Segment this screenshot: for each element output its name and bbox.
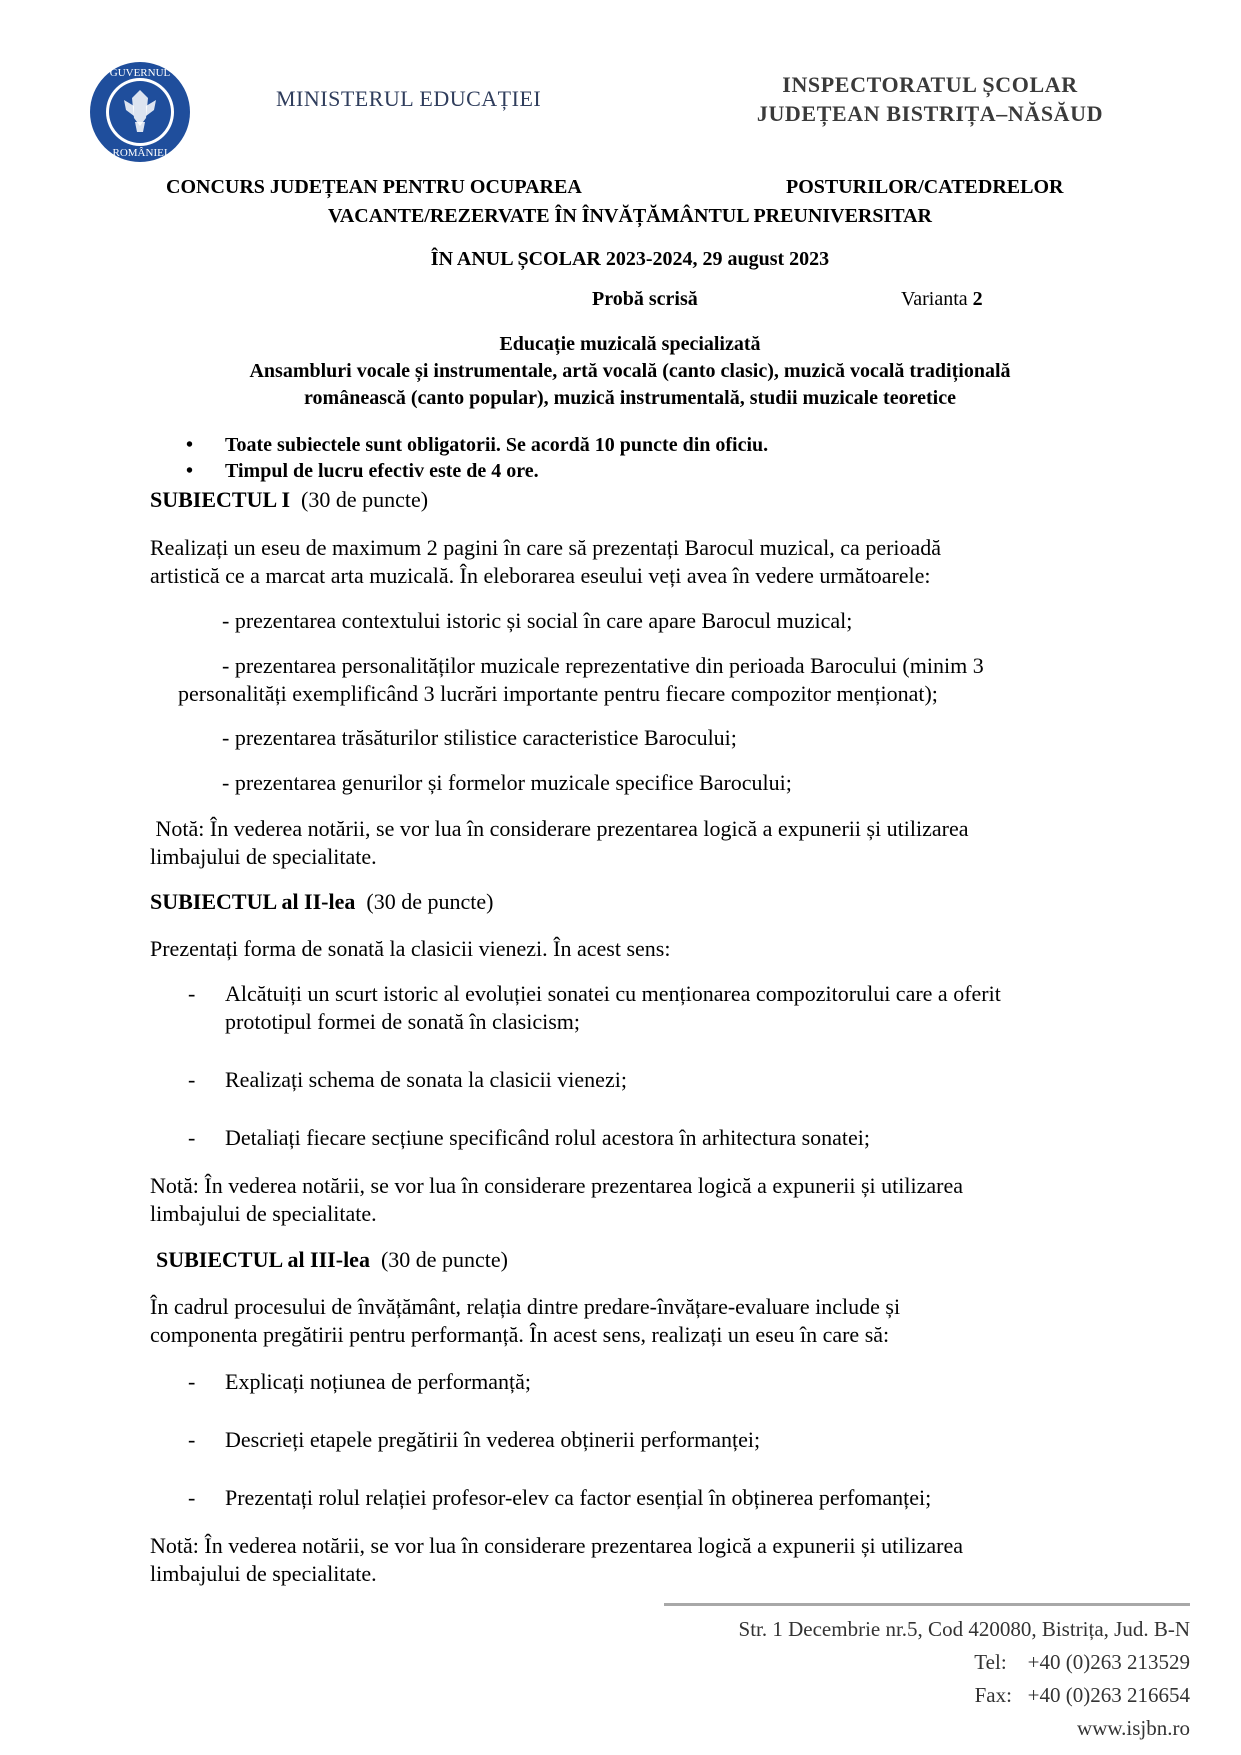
bullet-icon: • (186, 434, 194, 456)
subject2-heading: SUBIECTUL al II-lea (150, 889, 356, 914)
subject2-item2: Realizați schema de sonata la clasicii vienezi; (225, 1067, 627, 1092)
subject1-intro-line2: artistică ce a marcat arta muzicală. În eleborarea eseului veți avea în vedere următoarele: (150, 563, 931, 588)
subject3-heading: SUBIECTUL al III-lea (156, 1247, 370, 1272)
subject1-item3: - prezentarea trăsăturilor stilistice caracteristice Barocului; (222, 725, 737, 750)
dash-icon: - (188, 1369, 196, 1394)
footer-fax-number: +40 (0)263 216654 (1027, 1683, 1190, 1707)
subject2-intro: Prezentați forma de sonată la clasicii vienezi. În acest sens: (150, 936, 671, 961)
subject3-heading-row (156, 1246, 508, 1274)
dash-icon: - (188, 1485, 196, 1510)
subject1-item2-line2: personalități exemplificând 3 lucrări importante pentru fiecare compozitor menționat); (178, 681, 938, 706)
subject1-note-line2: limbajului de specialitate. (150, 844, 377, 869)
footer-divider (664, 1603, 1190, 1606)
subject2-item1-line1: Alcătuiți un scurt istoric al evoluției sonatei cu menționarea compozitorului care a oferit (225, 981, 1001, 1006)
subject1-item1: - prezentarea contextului istoric și social în care apare Barocul muzical; (222, 608, 853, 633)
footer-address: Str. 1 Decembrie nr.5, Cod 420080, Bistrița, Jud. B-N (738, 1617, 1190, 1641)
dash-icon: - (188, 981, 196, 1006)
subject2-item1-line2: prototipul formei de sonată în clasicism; (225, 1009, 580, 1034)
subject2-note-line1: Notă: În vederea notării, se vor lua în considerare prezentarea logică a expunerii și utilizarea (150, 1173, 964, 1198)
dash-icon: - (188, 1427, 196, 1452)
title-line1-left: CONCURS JUDEȚEAN PENTRU OCUPAREA (166, 176, 582, 198)
subject1-note-line1: Notă: În vederea notării, se vor lua în considerare prezentarea logică a expunerii și utilizarea (150, 816, 969, 841)
specializations-line2: românească (canto popular), muzică instrumentală, studii muzicale teoretice (304, 387, 956, 409)
title-line2: VACANTE/REZERVATE ÎN ÎNVĂȚĂMÂNTUL PREUNIVERSITAR (327, 205, 933, 227)
instruction-2: Timpul de lucru efectiv este de 4 ore. (225, 460, 539, 482)
subject2-item3: Detaliați fiecare secțiune specificând rolul acestora în arhitectura sonatei; (225, 1125, 871, 1150)
subject3-item3: Prezentați rolul relației profesor-elev ca factor esențial în obținerea perfomanței; (225, 1485, 932, 1510)
subject3-intro-line1: În cadrul procesului de învățământ, relația dintre predare-învățare-evaluare include și (150, 1294, 901, 1319)
subject1-points: (30 de puncte) (301, 487, 429, 512)
footer-tel (660, 1646, 1190, 1679)
footer-tel-label: Tel: (974, 1650, 1007, 1674)
varianta-label: Varianta (901, 288, 968, 310)
footer-tel-number: +40 (0)263 213529 (1027, 1650, 1190, 1674)
footer-website-link[interactable]: www.isjbn.ro (1077, 1716, 1190, 1740)
inspectorate-name (730, 70, 1130, 128)
bullet-icon: • (186, 460, 194, 482)
svg-text:ROMÂNIEI: ROMÂNIEI (112, 147, 168, 159)
title-line3: ÎN ANUL ȘCOLAR 2023-2024, 29 august 2023 (430, 248, 830, 270)
dash-icon: - (188, 1067, 196, 1092)
inspectorate-line1: INSPECTORATUL ȘCOLAR (782, 72, 1078, 97)
footer-fax (660, 1679, 1190, 1712)
subject3-points: (30 de puncte) (380, 1247, 509, 1272)
ministry-name: MINISTERUL EDUCAȚIEI (276, 86, 542, 111)
subject3-item1: Explicați noțiunea de performanță; (225, 1369, 532, 1394)
subject1-item4: - prezentarea genurilor și formelor muzicale specifice Barocului; (222, 770, 792, 795)
subject3-note-line2: limbajului de specialitate. (150, 1561, 377, 1586)
government-seal-logo (88, 60, 192, 164)
instruction-1: Toate subiectele sunt obligatorii. Se acordă 10 puncte din oficiu. (225, 434, 769, 456)
title-line1-right: POSTURILOR/CATEDRELOR (786, 176, 1064, 198)
footer-fax-label: Fax: (974, 1683, 1012, 1707)
subject3-note-line1: Notă: În vederea notării, se vor lua în considerare prezentarea logică a expunerii și utilizarea (150, 1533, 964, 1558)
dash-icon: - (188, 1125, 196, 1150)
discipline-title: Educație muzicală specializată (499, 333, 761, 355)
specializations-line1: Ansambluri vocale și instrumentale, artă vocală (canto clasic), muzică vocală tradițională (249, 360, 1011, 382)
inspectorate-line2: JUDEȚEAN BISTRIȚA–NĂSĂUD (756, 101, 1104, 126)
subject3-intro-line2: componenta pregătirii pentru performanță. În acest sens, realizați un eseu în care să: (150, 1322, 890, 1347)
varianta (901, 288, 983, 311)
proba-label: Probă scrisă (592, 288, 698, 310)
subject2-note-line2: limbajului de specialitate. (150, 1201, 377, 1226)
subject1-heading: SUBIECTUL I (150, 487, 291, 512)
subject2-points: (30 de puncte) (366, 889, 494, 914)
varianta-number: 2 (972, 288, 983, 310)
subject1-heading-row (150, 486, 428, 514)
svg-text:GUVERNUL: GUVERNUL (109, 67, 171, 79)
subject1-intro-line1: Realizați un eseu de maximum 2 pagini în care să prezentați Barocul muzical, ca perioadă (150, 535, 942, 560)
subject3-item2: Descrieți etapele pregătirii în vederea obținerii performanței; (225, 1427, 761, 1452)
subject2-heading-row (150, 888, 493, 916)
subject1-item2-line1: - prezentarea personalităților muzicale reprezentative din perioada Barocului (minim 3 (222, 653, 984, 678)
